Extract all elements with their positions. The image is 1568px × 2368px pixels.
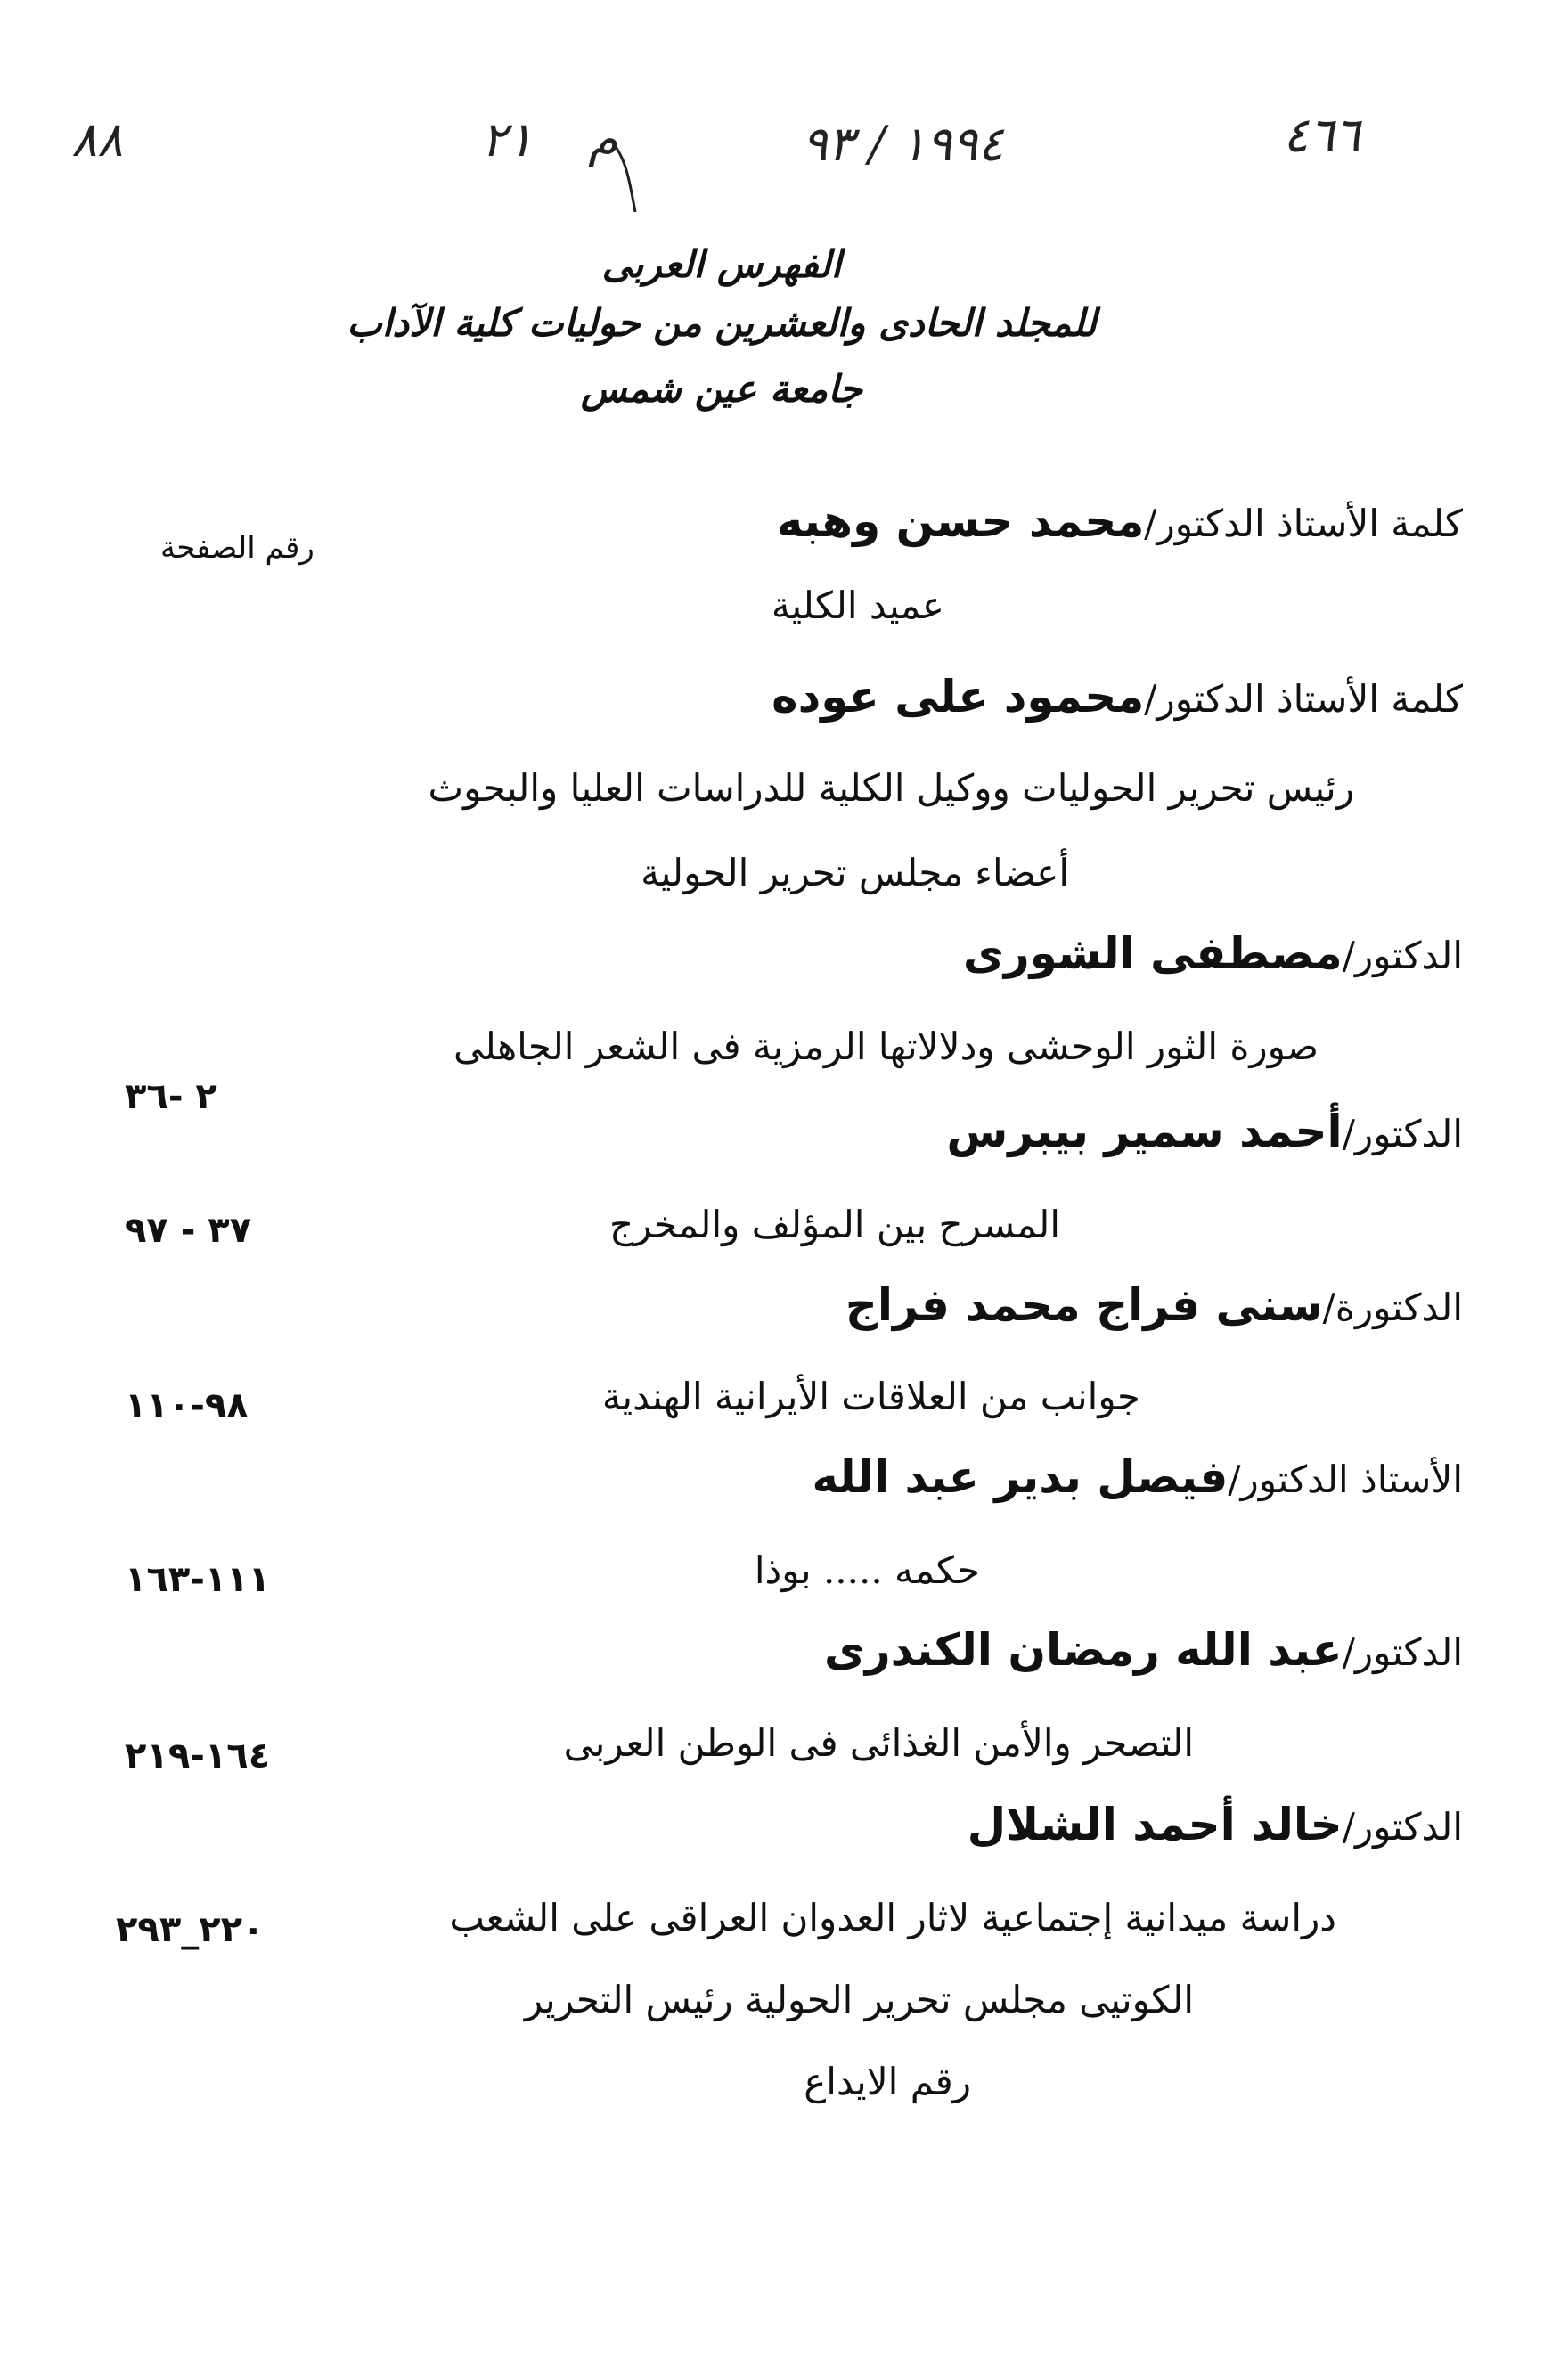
handwritten-number-a: ٨٨ [71,111,124,167]
article-4-pages: ١١١-١٦٣ [125,1559,271,1600]
editorial-board-label: أعضاء مجلس تحرير الحولية [641,851,1069,894]
index-title: الفهرس العربى [601,242,842,286]
handwritten-number-e: ٤٦٦ [1283,107,1361,163]
author-entry-3 [845,1278,1463,1332]
article-2-pages: ٣٧ - ٩٧ [125,1210,252,1251]
article-2-title: المسرح بين المؤلف والمخرج [608,1203,1060,1246]
article-4-title: حكمه ..... بوذا [754,1548,980,1592]
handwritten-stroke [610,143,641,214]
article-3-pages: ٩٨-١١٠ [125,1385,249,1426]
author-entry-2 [946,1105,1463,1158]
preface-2-prefix: كلمة الأستاذ الدكتور/ [1144,677,1463,721]
handwritten-letter-c: م [588,111,618,167]
article-6-title: دراسة ميدانية إجتماعية لاثار العدوان العراقى على الشعب [449,1896,1336,1939]
author-entry-6 [968,1798,1463,1851]
page-number-column-label: رقم الصفحة [160,530,314,566]
footer-line-1: الكوتيى مجلس تحرير الحولية رئيس التحرير [524,1978,1194,2021]
university-name: جامعة عين شمس [580,367,862,411]
article-3-title: جوانب من العلاقات الأيرانية الهندية [601,1375,1140,1418]
article-5-title: التصحر والأمن الغذائى فى الوطن العربى [563,1721,1194,1765]
index-subtitle: للمجلد الحادى والعشرين من حوليات كلية الآداب [347,301,1097,345]
author-2-prefix: الدكتور/ [1342,1112,1463,1155]
author-4-name: فيصل بدير عبد الله [812,1451,1229,1503]
author-1-prefix: الدكتور/ [1342,934,1463,977]
preface-1-role: عميد الكلية [771,584,944,627]
handwritten-year: ١٩٩٤ / ٩٣ [802,116,1004,172]
article-5-pages: ١٦٤-٢١٩ [125,1735,271,1776]
handwritten-number-b: ٢١ [481,111,534,167]
author-4-prefix: الأستاذ الدكتور/ [1228,1458,1463,1501]
article-6-pages: ٢٢٠_٢٩٣ [116,1909,265,1950]
author-entry-5 [824,1623,1463,1677]
preface-entry-1 [777,494,1463,548]
article-1-title: صورة الثور الوحشى ودلالاتها الرمزية فى الشعر الجاهلى [453,1025,1319,1068]
author-5-name: عبد الله رمضان الكندرى [824,1624,1343,1676]
preface-1-name: محمد حسن وهبه [776,495,1145,547]
preface-entry-2 [772,670,1463,723]
author-1-name: مصطفى الشورى [963,927,1343,979]
preface-1-prefix: كلمة الأستاذ الدكتور/ [1144,502,1463,545]
author-entry-4 [812,1450,1463,1504]
deposit-number-label: رقم الايداع [804,2060,971,2103]
author-entry-1 [963,927,1463,980]
article-1-pages: ٢ -٣٦ [125,1076,217,1117]
author-2-name: أحمد سمير بيبرس [946,1106,1343,1157]
author-3-prefix: الدكتورة/ [1322,1286,1463,1329]
author-6-name: خالد أحمد الشلال [967,1799,1343,1850]
preface-2-name: محمود على عوده [772,671,1145,723]
preface-2-role: رئيس تحرير الحوليات ووكيل الكلية للدراسات العليا والبحوث [428,766,1354,810]
author-3-name: سنى فراج محمد فراج [845,1279,1323,1331]
author-5-prefix: الدكتور/ [1342,1630,1463,1674]
author-6-prefix: الدكتور/ [1342,1805,1463,1849]
